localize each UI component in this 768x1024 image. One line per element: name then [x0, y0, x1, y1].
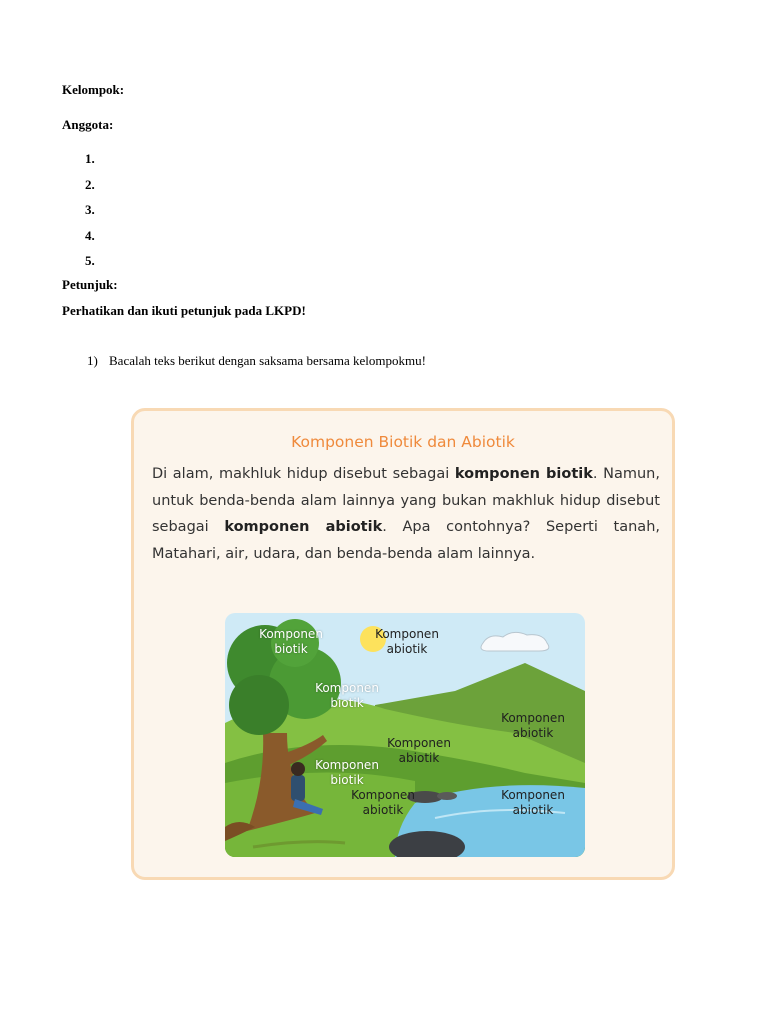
member-number: 5.	[85, 253, 95, 268]
label-biotic: Komponen biotik	[259, 627, 323, 656]
instructions-text: Perhatikan dan ikuti petunjuk pada LKPD!	[62, 303, 306, 318]
term-abiotic: komponen abiotik	[224, 519, 383, 535]
card-paragraph: Di alam, makhluk hidup disebut sebagai komponen biotik. Namun, untuk benda-benda alam lainnya yang bukan makhluk hidup disebut sebagai komponen abiotik. Apa contohnya? Seperti tanah, Matahari, air, udara, dan benda-benda alam lainnya.	[152, 466, 660, 562]
card-title: Komponen Biotik dan Abiotik	[291, 433, 515, 451]
label-abiotic: Komponen abiotik	[501, 788, 565, 817]
label-biotic: Komponen biotik	[315, 681, 379, 710]
label-abiotic: Komponen abiotik	[501, 711, 565, 740]
label-biotic: Komponen biotik	[315, 758, 379, 787]
group-label: Kelompok:	[62, 82, 125, 97]
label-abiotic: Komponen abiotik	[387, 736, 451, 765]
task-text: Bacalah teks berikut dengan saksama bersama kelompokmu!	[109, 353, 426, 368]
member-number: 2.	[85, 176, 95, 192]
members-label: Anggota:	[62, 117, 114, 132]
member-number: 4.	[85, 227, 95, 243]
task-item	[87, 353, 426, 369]
reading-card	[131, 408, 675, 880]
label-abiotic: Komponen abiotik	[351, 788, 415, 817]
member-list	[85, 151, 95, 279]
member-number: 3.	[85, 202, 95, 217]
instructions-label: Petunjuk:	[62, 277, 118, 292]
ecosystem-illustration	[225, 613, 585, 857]
member-number: 1.	[85, 151, 95, 166]
term-biotic: komponen biotik	[454, 466, 593, 482]
task-number: 1)	[87, 353, 98, 368]
label-abiotic: Komponen abiotik	[375, 627, 439, 656]
